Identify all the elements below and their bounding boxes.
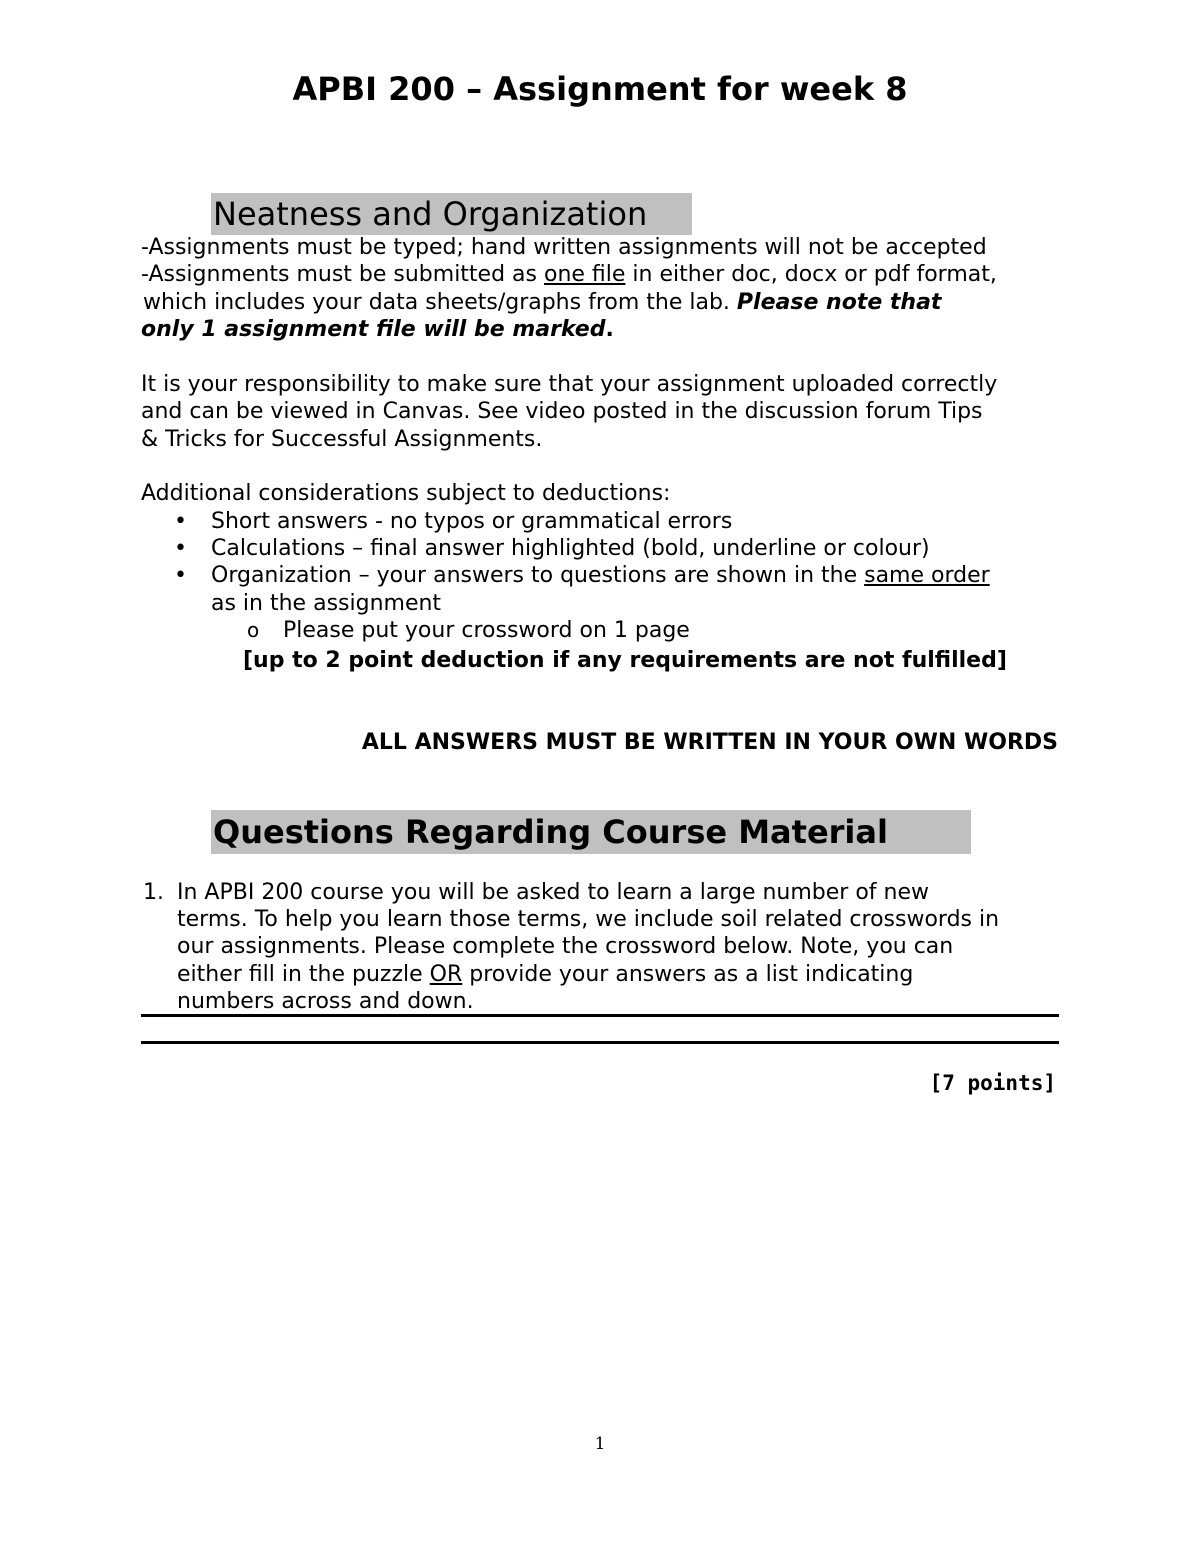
question-1-line-2: terms. To help you learn those terms, we include soil related crosswords in bbox=[177, 907, 1000, 932]
questions-heading: Questions Regarding Course Material bbox=[211, 810, 971, 854]
neatness-line-2-pre: -Assignments must be submitted as bbox=[141, 262, 544, 287]
bullet-item-3-pre: Organization – your answers to questions are shown in the bbox=[211, 563, 865, 588]
neatness-line-3 bbox=[143, 289, 941, 316]
neatness-note-bold: Please note that bbox=[736, 290, 942, 315]
deduction-note: [up to 2 point deduction if any requirements are not fulfilled] bbox=[243, 648, 1007, 673]
responsibility-line-2: and can be viewed in Canvas. See video posted in the discussion forum Tips bbox=[141, 399, 983, 424]
responsibility-line-1: It is your responsibility to make sure that your assignment uploaded correctly bbox=[141, 372, 998, 397]
answer-rule-1 bbox=[141, 1014, 1059, 1017]
bullet-item-3 bbox=[211, 562, 990, 589]
question-1-line-5: numbers across and down. bbox=[177, 989, 474, 1014]
question-1-line-4 bbox=[177, 961, 913, 988]
neatness-line-3-pre: which includes your data sheets/graphs from the lab. bbox=[143, 290, 737, 315]
sub-bullet-item-1: Please put your crossword on 1 page bbox=[283, 618, 690, 643]
neatness-line-2-post: in either doc, docx or pdf format, bbox=[625, 262, 997, 287]
own-words-notice: ALL ANSWERS MUST BE WRITTEN IN YOUR OWN WORDS bbox=[361, 730, 1058, 755]
one-file-underlined: one file bbox=[543, 262, 626, 287]
bullet-icon: • bbox=[174, 536, 187, 561]
question-number: 1. bbox=[143, 880, 164, 905]
answer-rule-2 bbox=[141, 1041, 1059, 1044]
bullet-item-1: Short answers - no typos or grammatical errors bbox=[211, 509, 733, 534]
bullet-item-3-cont: as in the assignment bbox=[211, 591, 442, 616]
bullet-icon: • bbox=[174, 563, 187, 588]
one-file-marked-bold: only 1 assignment file will be marked bbox=[141, 317, 606, 342]
same-order-underlined: same order bbox=[864, 563, 990, 588]
bullet-icon: • bbox=[174, 509, 187, 534]
or-underlined: OR bbox=[429, 962, 463, 987]
considerations-intro: Additional considerations subject to deductions: bbox=[141, 481, 671, 506]
neatness-line-4 bbox=[141, 316, 614, 343]
responsibility-line-3: & Tricks for Successful Assignments. bbox=[141, 427, 543, 452]
bullet-item-2: Calculations – final answer highlighted (bold, underline or colour) bbox=[211, 536, 930, 561]
question-1-line-4-post: provide your answers as a list indicating bbox=[462, 962, 914, 987]
neatness-line-2 bbox=[141, 261, 997, 288]
page-number: 1 bbox=[594, 1434, 606, 1454]
points-label: [7 points] bbox=[929, 1071, 1056, 1095]
neatness-line-1: -Assignments must be typed; hand written assignments will not be accepted bbox=[141, 235, 987, 260]
question-1-line-3: our assignments. Please complete the crossword below. Note, you can bbox=[177, 934, 954, 959]
document-title: APBI 200 – Assignment for week 8 bbox=[292, 70, 908, 108]
sub-bullet-icon: o bbox=[247, 618, 260, 642]
neatness-heading: Neatness and Organization bbox=[211, 193, 692, 235]
question-1-line-1: In APBI 200 course you will be asked to learn a large number of new bbox=[177, 880, 930, 905]
question-1-line-4-pre: either fill in the puzzle bbox=[177, 962, 430, 987]
neatness-line-4-post: . bbox=[605, 317, 614, 342]
